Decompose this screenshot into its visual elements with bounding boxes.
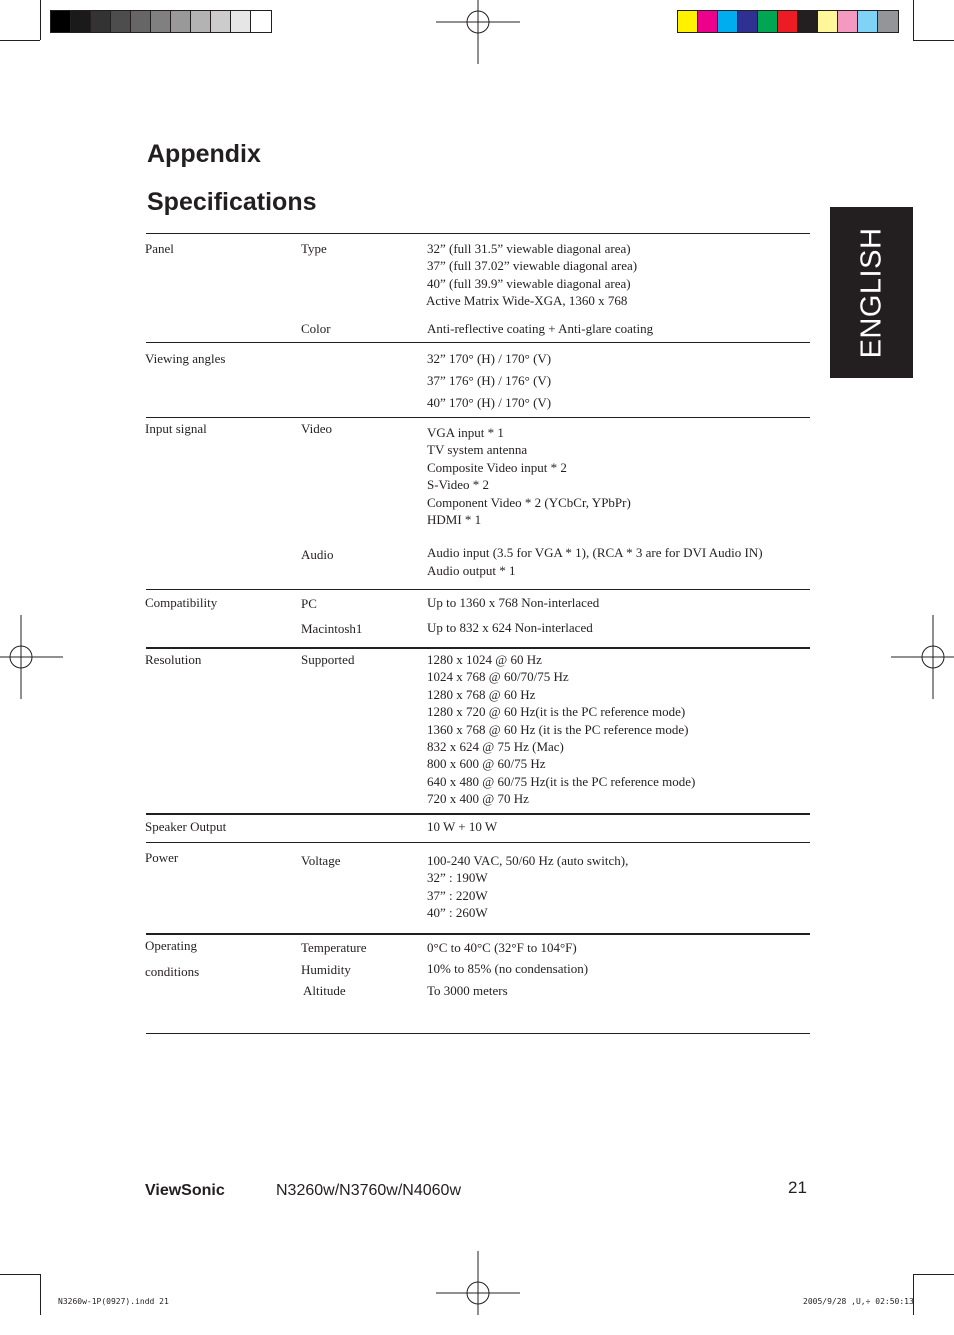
color-swatch	[778, 11, 798, 32]
spec-value: 100-240 VAC, 50/60 Hz (auto switch),	[427, 853, 629, 868]
spec-value: 10% to 85% (no condensation)	[427, 961, 589, 976]
table-rule	[146, 233, 810, 234]
spec-label: Compatibility	[145, 595, 218, 610]
spec-label: Panel	[145, 241, 174, 256]
spec-value: S-Video * 2	[427, 477, 490, 493]
color-swatch	[191, 11, 211, 32]
spec-value: 37” : 220W	[427, 887, 488, 903]
color-swatch	[858, 11, 878, 32]
table-rule	[146, 842, 810, 843]
color-swatch	[211, 11, 231, 32]
color-swatch	[91, 11, 111, 32]
spec-value: Composite Video input * 2	[427, 459, 567, 475]
color-swatch	[251, 11, 271, 32]
spec-value: 1280 x 1024 @ 60 Hz	[427, 652, 542, 667]
spec-value: 37” 176° (H) / 176° (V)	[427, 373, 552, 388]
spec-label: Power	[145, 850, 179, 865]
spec-value: 10 W + 10 W	[427, 819, 498, 834]
registration-mark-icon	[0, 615, 63, 699]
spec-value: Up to 1360 x 768 Non-interlaced	[427, 595, 600, 610]
spec-value: 1280 x 768 @ 60 Hz	[427, 686, 536, 702]
spec-sublabel: Macintosh1	[301, 621, 363, 636]
color-swatch	[798, 11, 818, 32]
spec-sublabel: Color	[301, 321, 331, 336]
spec-value: 32” : 190W	[427, 870, 488, 886]
spec-value: Active Matrix Wide-XGA, 1360 x 768	[426, 293, 628, 309]
footer-model: N3260w/N3760w/N4060w	[276, 1182, 461, 1199]
spec-sublabel: PC	[301, 596, 317, 611]
spec-label: Resolution	[145, 652, 202, 667]
color-swatch	[171, 11, 191, 32]
color-swatch	[151, 11, 171, 32]
spec-sublabel: Voltage	[301, 853, 341, 868]
spec-value: 0°C to 40°C (32°F to 104°F)	[427, 940, 577, 955]
footer-brand: ViewSonic	[145, 1182, 225, 1199]
spec-value: Component Video * 2 (YCbCr, YPbPr)	[427, 494, 631, 510]
print-slug-right: 2005/9/28 ,U,÷ 02:50:13	[803, 1297, 914, 1306]
registration-mark-icon	[436, 0, 520, 64]
spec-value: 32” 170° (H) / 170° (V)	[427, 351, 552, 366]
spec-sublabel: Altitude	[303, 983, 346, 998]
page-title: Appendix	[147, 140, 261, 168]
spec-value: 40” 170° (H) / 170° (V)	[427, 395, 552, 410]
language-tab	[830, 207, 913, 378]
table-rule	[146, 1033, 810, 1034]
color-swatch	[111, 11, 131, 32]
spec-value: TV system antenna	[427, 442, 528, 458]
spec-value: Anti-reflective coating + Anti-glare coating	[427, 321, 654, 336]
print-slug-left: N3260w-1P(0927).indd 21	[58, 1297, 169, 1306]
registration-mark-icon	[436, 1251, 520, 1335]
spec-sublabel: Audio	[301, 547, 334, 562]
spec-value: Audio output * 1	[427, 563, 516, 578]
color-swatch	[838, 11, 858, 32]
registration-mark-icon	[891, 615, 954, 699]
spec-value: 40” (full 39.9” viewable diagonal area)	[427, 275, 631, 291]
table-rule	[146, 647, 810, 649]
color-swatch	[678, 11, 698, 32]
spec-value: 1280 x 720 @ 60 Hz(it is the PC reference mode)	[427, 704, 686, 720]
table-rule	[146, 417, 810, 418]
spec-value: VGA input * 1	[427, 425, 504, 440]
spec-value: Up to 832 x 624 Non-interlaced	[427, 620, 593, 635]
spec-value: HDMI * 1	[427, 512, 482, 527]
color-swatch	[698, 11, 718, 32]
spec-label: Operating	[145, 938, 197, 953]
section-title: Specifications	[147, 188, 317, 216]
table-rule	[146, 933, 810, 935]
color-swatch	[758, 11, 778, 32]
color-swatch	[131, 11, 151, 32]
spec-label: Input signal	[145, 421, 207, 436]
table-rule	[146, 589, 810, 590]
spec-value: 720 x 400 @ 70 Hz	[427, 791, 529, 807]
spec-sublabel: Video	[301, 421, 332, 436]
spec-value: 832 x 624 @ 75 Hz (Mac)	[427, 739, 564, 754]
spec-sublabel: Type	[301, 241, 327, 256]
spec-sublabel: Humidity	[301, 962, 351, 977]
spec-sublabel: Temperature	[301, 940, 367, 955]
page-number: 21	[788, 1178, 807, 1197]
table-rule	[146, 813, 810, 815]
color-swatch	[718, 11, 738, 32]
spec-value: 32” (full 31.5” viewable diagonal area)	[427, 241, 631, 256]
color-swatch	[51, 11, 71, 32]
color-swatch	[878, 11, 898, 32]
table-rule	[146, 342, 810, 343]
color-swatch	[71, 11, 91, 32]
spec-value: To 3000 meters	[427, 983, 508, 998]
gray-calibration-bar	[50, 10, 272, 33]
spec-value: 1024 x 768 @ 60/70/75 Hz	[427, 669, 569, 685]
spec-label: conditions	[145, 964, 200, 979]
spec-value: 40” : 260W	[427, 905, 488, 921]
spec-value: 1360 x 768 @ 60 Hz (it is the PC reference mode)	[427, 721, 689, 737]
spec-value: 37” (full 37.02” viewable diagonal area)	[427, 258, 638, 274]
spec-value: 640 x 480 @ 60/75 Hz(it is the PC reference mode)	[427, 773, 696, 789]
spec-value: Audio input (3.5 for VGA * 1), (RCA * 3 are for DVI Audio IN)	[427, 545, 763, 560]
spec-label: Viewing angles	[145, 351, 226, 366]
spec-label: Speaker Output	[145, 819, 227, 834]
color-calibration-bar	[677, 10, 899, 33]
spec-sublabel: Supported	[301, 652, 355, 667]
color-swatch	[818, 11, 838, 32]
color-swatch	[738, 11, 758, 32]
language-tab-label: ENGLISH	[855, 227, 887, 358]
spec-value: 800 x 600 @ 60/75 Hz	[427, 756, 546, 772]
color-swatch	[231, 11, 251, 32]
